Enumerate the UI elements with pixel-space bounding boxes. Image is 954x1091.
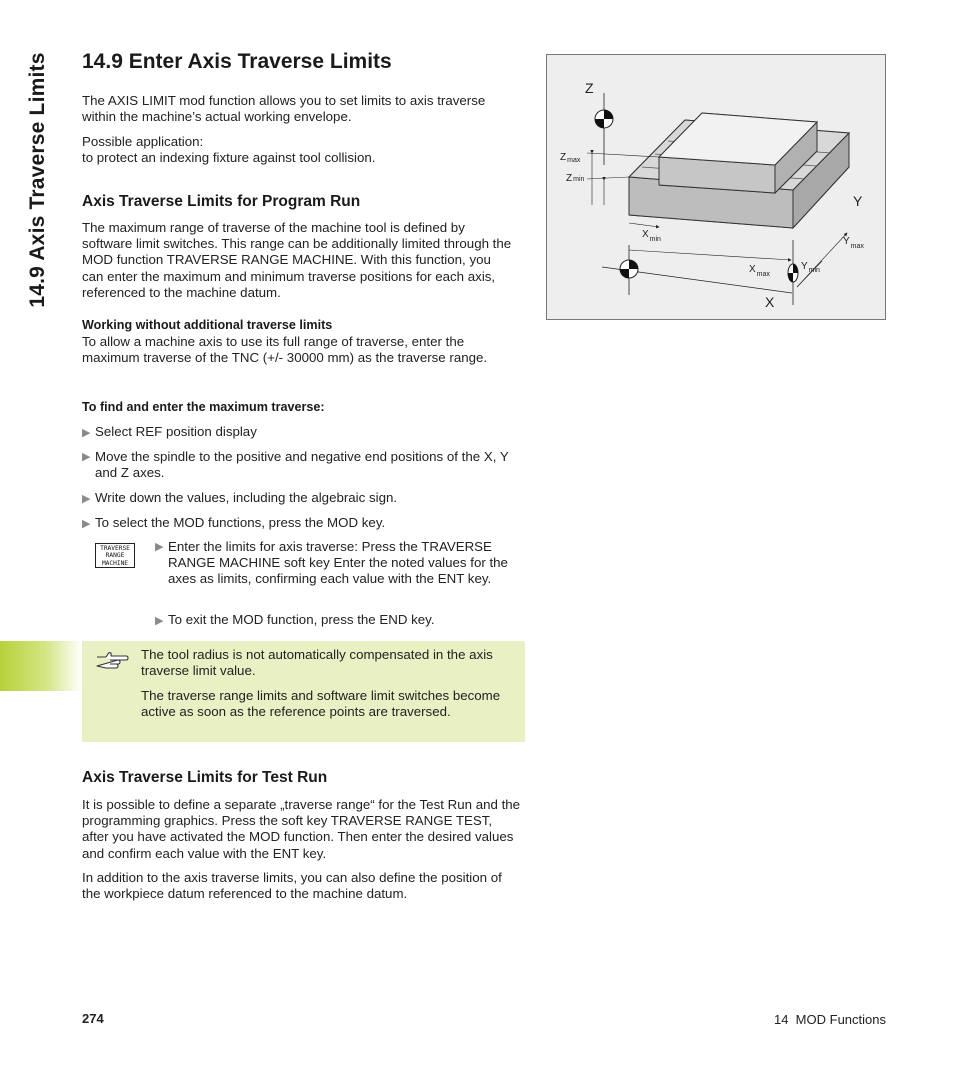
traverse-range-machine-softkey[interactable] <box>95 543 135 568</box>
step-text: To select the MOD functions, press the MOD key. <box>95 515 386 530</box>
step-text: Write down the values, including the algebraic sign. <box>95 490 398 505</box>
softkey-label-line: MACHINE <box>101 559 129 567</box>
step-item <box>82 424 522 441</box>
triangle-bullet-icon: ▶ <box>82 518 91 530</box>
page-number: 274 <box>82 1011 104 1026</box>
triangle-bullet-icon: ▶ <box>155 541 164 553</box>
ymax-label: $Y_{max}$ <box>843 236 864 250</box>
traverse-limits-figure <box>546 54 886 320</box>
zmax-label: $Z_{max}$ <box>560 152 581 164</box>
ymin-label: $Y_{min}$ <box>801 261 820 274</box>
softkey-step-item <box>155 539 525 588</box>
triangle-bullet-icon: ▶ <box>82 493 91 505</box>
pointing-hand-icon <box>96 649 130 674</box>
heading-program-run: Axis Traverse Limits for Program Run <box>82 193 361 210</box>
axis-label-z: Z <box>585 80 594 96</box>
softkey-label-line: RANGE <box>105 552 125 560</box>
axis-label-x: X <box>765 294 775 310</box>
step-item <box>82 449 522 481</box>
xmin-label: $X_{min}$ <box>642 229 661 243</box>
program-run-body: The maximum range of traverse of the machine tool is defined by software limit switches. This range can be additionally limited through the MOD function TRAVERSE RANGE MACHINE. With this function, you can enter the maximum and minimum traverse positions for each axis, referenced to the machine datum. <box>82 220 512 300</box>
heading-test-run: Axis Traverse Limits for Test Run <box>82 769 328 786</box>
triangle-bullet-icon: ▶ <box>82 451 91 463</box>
sidebar-chapter-title: 14.9 Axis Traverse Limits <box>26 52 49 308</box>
step-text: Move the spindle to the positive and negative end positions of the X, Y and Z axes. <box>95 449 509 481</box>
possible-application-text: to protect an indexing fixture against tool collision. <box>82 150 376 165</box>
footer-chapter: 14 MOD Functions <box>774 1012 886 1027</box>
softkey-label-line: TRAVERSE <box>100 545 130 552</box>
step-text: Select REF position display <box>95 424 257 439</box>
datum-symbol-right <box>788 240 798 305</box>
note-paragraph-2: The traverse range limits and software limit switches become active as soon as the reference points are traversed. <box>141 688 501 720</box>
xmax-label: $X_{max}$ <box>749 264 770 278</box>
possible-application-label: Possible application: <box>82 134 204 149</box>
intro-paragraph: The AXIS LIMIT mod function allows you to set limits to axis traverse within the machine’s actual working envelope. <box>82 93 486 125</box>
zmin-label: Zmin <box>566 173 585 184</box>
step-item <box>82 515 522 532</box>
machine-table-diagram <box>547 55 885 319</box>
without-limits-body: To allow a machine axis to use its full range of traverse, enter the maximum traverse of the TNC (+/- 30000 mm) as the traverse range. <box>82 334 488 366</box>
test-run-paragraph-1: It is possible to define a separate „traverse range“ for the Test Run and the programming graphics. Press the soft key TRAVERSE RANGE TEST, after you have activated the MOD function. Then enter the desired values and confirm each value with the ENT key. <box>82 797 521 861</box>
test-run-paragraph-2: In addition to the axis traverse limits, you can also define the position of the workpiece datum referenced to the machine datum. <box>82 870 502 902</box>
subheading-find-max: To find and enter the maximum traverse: <box>82 400 325 414</box>
datum-symbol-bottom <box>602 245 792 295</box>
triangle-bullet-icon: ▶ <box>82 427 91 439</box>
step-text: Enter the limits for axis traverse: Press the TRAVERSE RANGE MACHINE soft key Enter the noted values for the axes as limits, confirming each value with the ENT key. <box>168 539 508 587</box>
softkey-step-item <box>155 612 525 629</box>
triangle-bullet-icon: ▶ <box>155 615 164 627</box>
chapter-tab-marker <box>0 641 82 691</box>
page-title: 14.9 Enter Axis Traverse Limits <box>82 50 392 73</box>
note-paragraph-1: The tool radius is not automatically compensated in the axis traverse limit value. <box>141 647 493 679</box>
step-item <box>82 490 522 507</box>
subheading-without-limits: Working without additional traverse limits <box>82 318 333 332</box>
axis-label-y: Y <box>853 193 863 209</box>
step-text: To exit the MOD function, press the END key. <box>168 612 435 627</box>
